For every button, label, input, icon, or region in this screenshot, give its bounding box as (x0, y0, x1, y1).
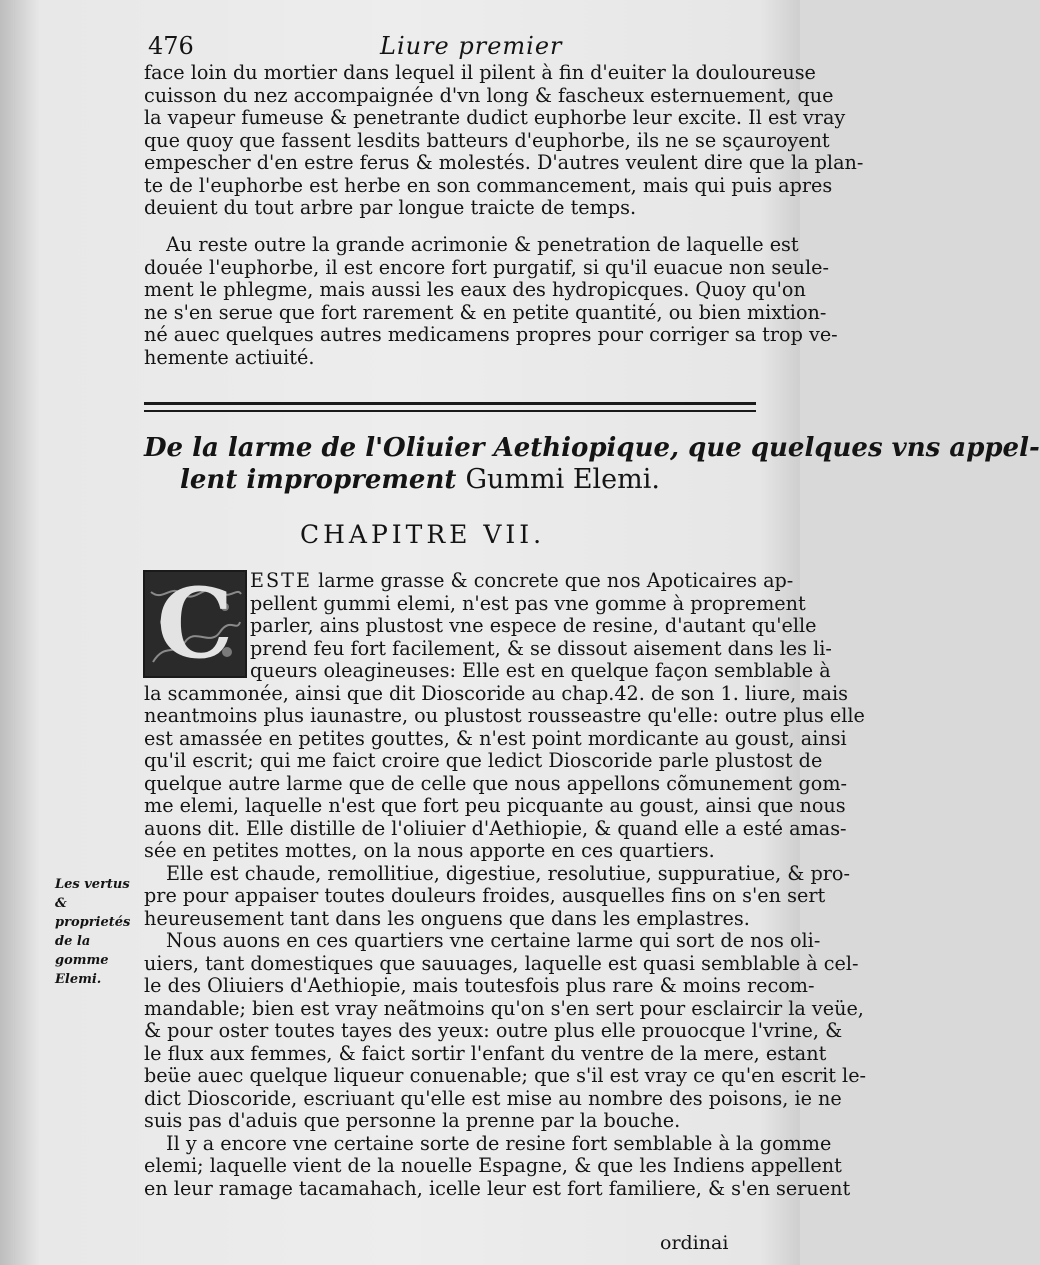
text-line: Il y a encore vne certaine sorte de resine fort semblable à la gomme (166, 1131, 832, 1155)
text-line: auons dit. Elle distille de l'oliuier d'Aethiopie, & quand elle a esté amas- (144, 816, 847, 840)
text-line: Elle est chaude, remollitiue, digestiue, resolutiue, suppuratiue, & pro- (166, 861, 850, 885)
page-number: 476 (148, 32, 194, 60)
text-line: heureusement tant dans les onguens que dans les emplastres. (144, 906, 750, 930)
text-line: face loin du mortier dans lequel il pilent à fin d'euiter la douloureuse (144, 61, 816, 84)
text-line: que quoy que fassent lesdits batteurs d'euphorbe, ils ne se sçauroyent (144, 128, 830, 152)
text-line: en leur ramage tacamahach, icelle leur est fort familiere, & s'en seruent (144, 1176, 851, 1200)
text-line: cuisson du nez accompaignée d'vn long & fascheux esternuement, que (144, 83, 834, 107)
text-line: le flux aux femmes, & faict sortir l'enfant du ventre de la mere, estant (144, 1041, 827, 1065)
text-line: uiers, tant domestiques que sauuages, laquelle est quasi semblable à cel- (144, 951, 859, 975)
text-line: te de l'euphorbe est herbe en son commancement, mais qui puis apres (144, 173, 833, 197)
text-line: & pour oster toutes tayes des yeux: outre plus elle prouocque l'vrine, & (144, 1019, 843, 1042)
section-divider (144, 410, 756, 412)
opening-text: larme grasse & concrete que nos Apoticaires ap- (318, 569, 794, 592)
page-header (148, 30, 748, 60)
chapter-title-roman: Gummi Elemi. (465, 464, 660, 495)
text-line (144, 569, 794, 593)
text-line: Au reste outre la grande acrimonie & penetration de laquelle est (166, 233, 799, 256)
text-line: né auec quelques autres medicamens propres pour corriger sa trop ve- (144, 323, 838, 346)
text-line: hemente actiuité. (144, 345, 315, 369)
text-line: sée en petites mottes, on la nous apporte en ces quartiers. (144, 839, 715, 862)
text-line: douée l'euphorbe, il est encore fort purgatif, si qu'il euacue non seule- (144, 255, 829, 279)
text-line: empescher d'en estre ferus & molestés. D'autres veulent dire que la plan- (144, 151, 864, 174)
chapter-number: CHAPITRE VII. (300, 520, 546, 549)
paragraph-euphorbe-2 (144, 233, 838, 369)
text-line: beüe auec quelque liqueur conuenable; que s'il est vray ce qu'en escrit le- (144, 1064, 867, 1087)
text-line: suis pas d'aduis que personne la prenne par la bouche. (144, 1109, 681, 1132)
margin-note: Les vertus & proprietés de la gomme Elemi. (55, 877, 131, 987)
text-line: neantmoins plus iaunastre, ou plustost rousseastre qu'elle: outre plus elle (144, 704, 865, 727)
text-line: elemi; laquelle vient de la nouelle Espagne, & que les Indiens appellent (144, 1154, 842, 1177)
text-line: dict Dioscoride, escriuant qu'elle est mise au nombre des poisons, ie ne (144, 1086, 842, 1110)
paragraph-euphorbe-1 (144, 61, 864, 220)
chapter-title (144, 432, 1040, 496)
opening-caps: ESTE (250, 569, 312, 592)
text-line: me elemi, laquelle n'est que fort peu picquante au goust, ainsi que nous (144, 794, 846, 817)
text-line: mandable; bien est vray neãtmoins qu'on s'en sert pour esclaircir la veüe, (144, 996, 864, 1020)
text-line: pellent gummi elemi, n'est pas vne gomme à proprement (250, 591, 806, 615)
text-line: deuient du tout arbre par longue traicte de temps. (144, 196, 637, 219)
text-line: la scammonée, ainsi que dit Dioscoride au chap.42. de son 1. liure, mais (144, 681, 848, 705)
text-line: quelque autre larme que de celle que nous appellons cõmunement gom- (144, 771, 848, 795)
running-title: Liure premier (380, 32, 563, 60)
chapter-title-line (144, 464, 756, 496)
text-line: pre pour appaiser toutes douleurs froides, ausquelles fins on s'en sert (144, 884, 826, 907)
chapter-body (144, 567, 867, 1200)
text-line: parler, ains plustost vne espece de resine, d'autant qu'elle (250, 614, 817, 637)
section-divider (144, 402, 756, 405)
drop-cap-letter: C (156, 567, 234, 680)
text-line: Nous auons en ces quartiers vne certaine larme qui sort de nos oli- (166, 929, 821, 952)
catchword: ordinai (660, 1232, 729, 1254)
chapter-title-line: De la larme de l'Oliuier Aethiopique, que quelques vns appel- (144, 433, 1040, 463)
text-line: la vapeur fumeuse & penetrante dudict euphorbe leur excite. Il est vray (144, 106, 846, 129)
chapter-title-italic: lent improprement (180, 465, 457, 495)
text-line: qu'il escrit; qui me faict croire que ledict Dioscoride parle plustost de (144, 749, 823, 772)
text-line: est amassée en petites gouttes, & n'est point mordicante au goust, ainsi (144, 726, 847, 750)
text-line: ment le phlegme, mais aussi les eaux des hydropicques. Quoy qu'on (144, 278, 806, 301)
text-line: le des Oliuiers d'Aethiopie, mais toutesfois plus rare & moins recom- (144, 974, 815, 997)
text-line: prend feu fort facilement, & se dissout aisement dans les li- (250, 636, 832, 660)
text-line: queurs oleagineuses: Elle est en quelque façon semblable à (250, 659, 831, 682)
text-line: ne s'en serue que fort rarement & en petite quantité, ou bien mixtion- (144, 300, 827, 324)
